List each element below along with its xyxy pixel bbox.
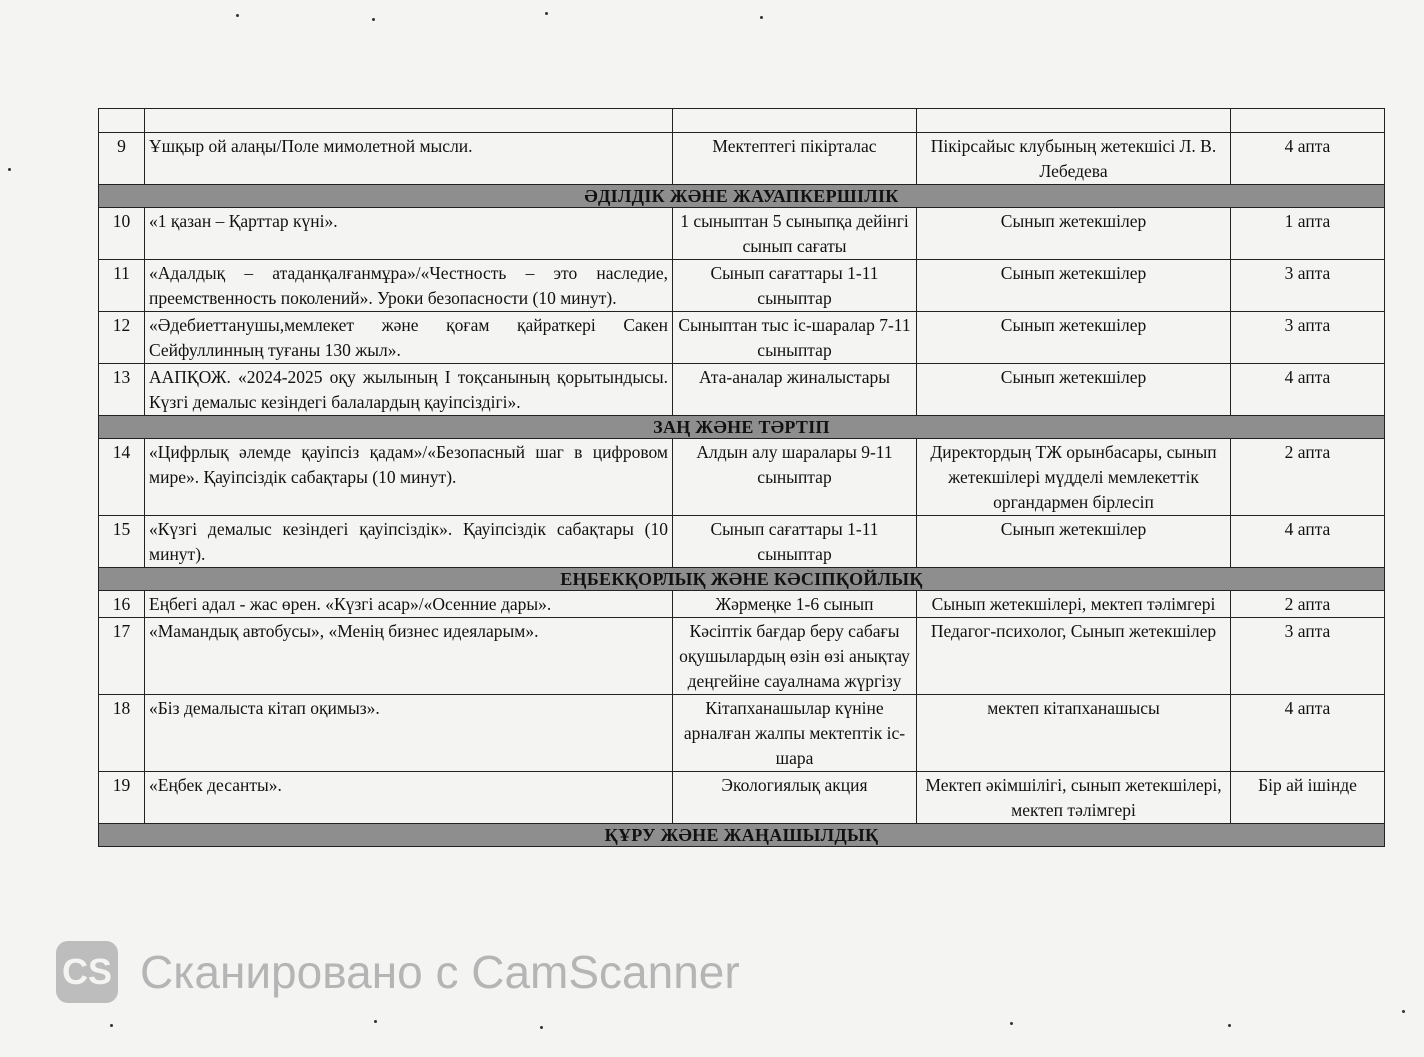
event-cell: ААПҚОЖ. «2024-2025 оқу жылының І тоқсанының қорытындысы. Күзгі демалыс кезіндегі балалардың қауіпсіздігі». <box>145 364 673 416</box>
responsible-cell: Сынып жетекшілер <box>917 364 1231 416</box>
table-row <box>99 591 1385 618</box>
time-cell: 3 апта <box>1231 312 1385 364</box>
time-cell: 4 апта <box>1231 695 1385 772</box>
table-row <box>99 260 1385 312</box>
time-cell: 3 апта <box>1231 260 1385 312</box>
responsible-cell: Сынып жетекшілер <box>917 208 1231 260</box>
section-title: ҚҰРУ ЖӘНЕ ЖАҢАШЫЛДЫҚ <box>99 824 1385 847</box>
event-cell: «Біз демалыста кітап оқимыз». <box>145 695 673 772</box>
event-cell: Ұшқыр ой алаңы/Поле мимолетной мысли. <box>145 133 673 185</box>
scan-speck <box>8 168 11 171</box>
event-cell <box>145 109 673 133</box>
form-cell <box>673 109 917 133</box>
table-row <box>99 364 1385 416</box>
event-cell: «Күзгі демалыс кезіндегі қауіпсіздік». Қауіпсіздік сабақтары (10 минут). <box>145 516 673 568</box>
table-row <box>99 312 1385 364</box>
camscanner-watermark <box>56 940 740 1004</box>
section-header-row <box>99 568 1385 591</box>
plan-table <box>98 108 1385 847</box>
table-row <box>99 695 1385 772</box>
time-cell: 3 апта <box>1231 618 1385 695</box>
event-cell: Еңбегі адал - жас өрен. «Күзгі асар»/«Осенние дары». <box>145 591 673 618</box>
table-row <box>99 439 1385 516</box>
time-cell: 4 апта <box>1231 516 1385 568</box>
scan-speck <box>372 18 375 21</box>
responsible-cell: Директордың ТЖ орынбасары, сынып жетекшілері мүдделі мемлекеттік органдармен бірлесіп <box>917 439 1231 516</box>
section-header-row <box>99 185 1385 208</box>
scan-speck <box>374 1020 377 1023</box>
event-cell: «Әдебиеттанушы,мемлекет және қоғам қайраткері Сакен Сейфуллинның туғаны 130 жыл». <box>145 312 673 364</box>
form-cell: Кітапханашылар күніне арналған жалпы мектептік іс-шара <box>673 695 917 772</box>
section-header-row <box>99 824 1385 847</box>
form-cell: Экологиялық акция <box>673 772 917 824</box>
scan-speck <box>545 12 548 15</box>
table-row <box>99 772 1385 824</box>
scan-speck <box>1402 1010 1405 1013</box>
event-cell: «1 қазан – Қарттар күні». <box>145 208 673 260</box>
row-number-cell: 15 <box>99 516 145 568</box>
section-title: ЗАҢ ЖӘНЕ ТӘРТІП <box>99 416 1385 439</box>
form-cell: Сынып сағаттары 1-11 сыныптар <box>673 516 917 568</box>
table-row <box>99 133 1385 185</box>
section-title: ӘДІЛДІК ЖӘНЕ ЖАУАПКЕРШІЛІК <box>99 185 1385 208</box>
table-row <box>99 618 1385 695</box>
row-number-cell: 16 <box>99 591 145 618</box>
event-cell: «Цифрлық әлемде қауіпсіз қадам»/«Безопасный шаг в цифровом мире». Қауіпсіздік сабақтары (10 минут). <box>145 439 673 516</box>
responsible-cell: Сынып жетекшілер <box>917 312 1231 364</box>
responsible-cell <box>917 109 1231 133</box>
responsible-cell: Педагог-психолог, Сынып жетекшілер <box>917 618 1231 695</box>
form-cell: Сыныптан тыс іс-шаралар 7-11 сыныптар <box>673 312 917 364</box>
scan-speck <box>760 16 763 19</box>
event-cell: «Адалдық – атаданқалғанмұра»/«Честность – это наследие, преемственность поколений». Уроки безопасности (10 минут). <box>145 260 673 312</box>
time-cell: 2 апта <box>1231 591 1385 618</box>
row-number-cell: 17 <box>99 618 145 695</box>
time-cell: 2 апта <box>1231 439 1385 516</box>
scan-speck <box>110 1024 113 1027</box>
responsible-cell: Сынып жетекшілері, мектеп тәлімгері <box>917 591 1231 618</box>
form-cell: Жәрмеңке 1-6 сынып <box>673 591 917 618</box>
watermark-text: Сканировано с CamScanner <box>140 946 740 998</box>
responsible-cell: Сынып жетекшілер <box>917 260 1231 312</box>
time-cell: 4 апта <box>1231 133 1385 185</box>
row-number-cell <box>99 109 145 133</box>
row-number-cell: 11 <box>99 260 145 312</box>
time-cell <box>1231 109 1385 133</box>
form-cell: Ата-аналар жиналыстары <box>673 364 917 416</box>
form-cell: 1 сыныптан 5 сыныпқа дейінгі сынып сағаты <box>673 208 917 260</box>
row-number-cell: 9 <box>99 133 145 185</box>
time-cell: 1 апта <box>1231 208 1385 260</box>
row-number-cell: 19 <box>99 772 145 824</box>
camscanner-logo-icon: CS <box>56 941 118 1003</box>
responsible-cell: Сынып жетекшілер <box>917 516 1231 568</box>
event-cell: «Мамандық автобусы», «Менің бизнес идеяларым». <box>145 618 673 695</box>
row-number-cell: 12 <box>99 312 145 364</box>
event-cell: «Еңбек десанты». <box>145 772 673 824</box>
form-cell: Мектептегі пікірталас <box>673 133 917 185</box>
time-cell: Бір ай ішінде <box>1231 772 1385 824</box>
form-cell: Кәсіптік бағдар беру сабағы оқушылардың өзін өзі анықтау деңгейіне сауалнама жүргізу <box>673 618 917 695</box>
form-cell: Сынып сағаттары 1-11 сыныптар <box>673 260 917 312</box>
time-cell: 4 апта <box>1231 364 1385 416</box>
scan-speck <box>540 1026 543 1029</box>
plan-table-body <box>99 109 1385 847</box>
table-row <box>99 516 1385 568</box>
table-row-blank <box>99 109 1385 133</box>
row-number-cell: 13 <box>99 364 145 416</box>
scan-speck <box>1228 1024 1231 1027</box>
section-title: ЕҢБЕКҚОРЛЫҚ ЖӘНЕ КӘСІПҚОЙЛЫҚ <box>99 568 1385 591</box>
section-header-row <box>99 416 1385 439</box>
responsible-cell: Мектеп әкімшілігі, сынып жетекшілері, мектеп тәлімгері <box>917 772 1231 824</box>
responsible-cell: Пікірсайыс клубының жетекшісі Л. В. Лебедева <box>917 133 1231 185</box>
row-number-cell: 14 <box>99 439 145 516</box>
form-cell: Алдын алу шаралары 9-11 сыныптар <box>673 439 917 516</box>
table-row <box>99 208 1385 260</box>
row-number-cell: 18 <box>99 695 145 772</box>
row-number-cell: 10 <box>99 208 145 260</box>
responsible-cell: мектеп кітапханашысы <box>917 695 1231 772</box>
scan-speck <box>236 14 239 17</box>
scan-speck <box>1010 1022 1013 1025</box>
